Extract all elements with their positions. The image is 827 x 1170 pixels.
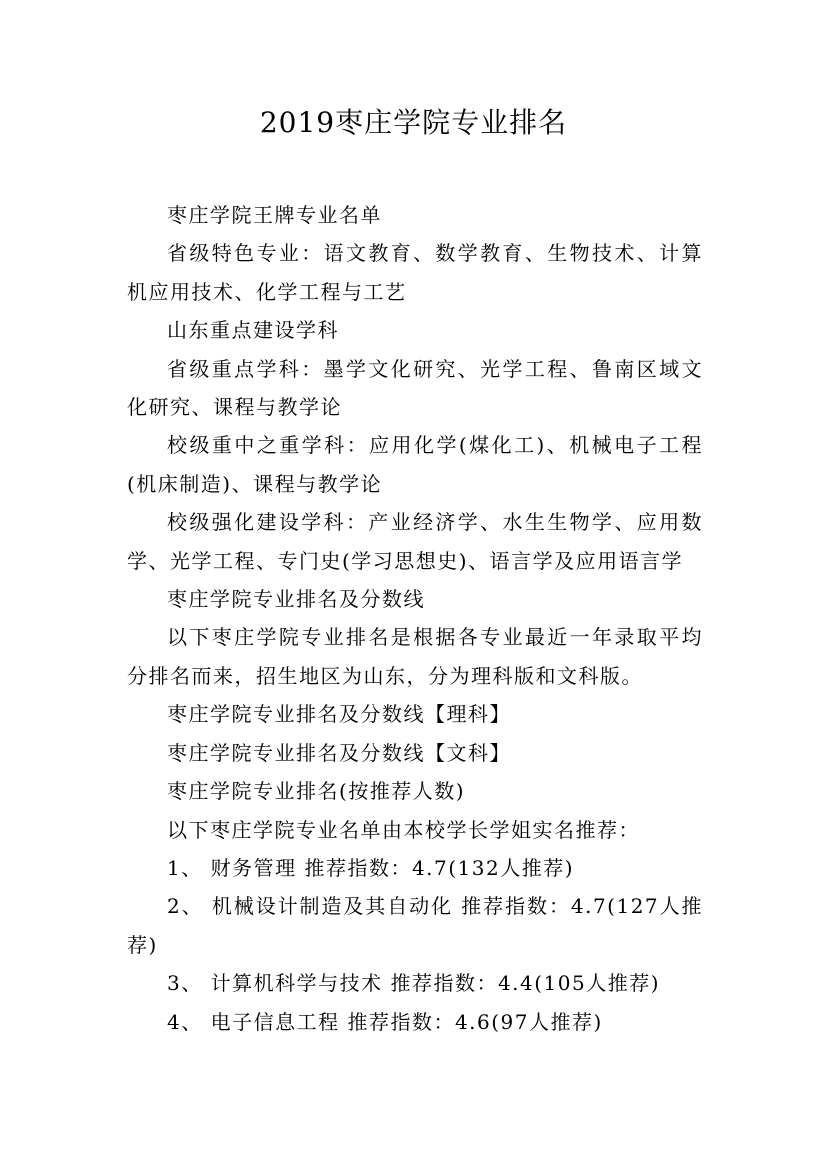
paragraph: 以下枣庄学院专业排名是根据各专业最近一年录取平均分排名而来，招生地区为山东，分为理科版和文科版。 xyxy=(127,625,703,688)
document-title: 2019枣庄学院专业排名 xyxy=(259,106,568,139)
list-item: 3、 计算机科学与技术 推荐指数：4.4(105人推荐) xyxy=(167,971,661,996)
paragraph: 枣庄学院专业排名及分数线【文科】 xyxy=(167,740,511,765)
list-item: 4、 电子信息工程 推荐指数：4.6(97人推荐) xyxy=(167,1009,603,1034)
document-body xyxy=(127,196,703,1041)
paragraph: 省级重点学科：墨学文化研究、光学工程、鲁南区域文化研究、课程与教学论 xyxy=(127,356,703,420)
paragraph: 以下枣庄学院专业名单由本校学长学姐实名推荐： xyxy=(167,817,640,842)
paragraph: 山东重点建设学科 xyxy=(167,318,339,343)
list-item: 1、 财务管理 推荐指数：4.7(132人推荐) xyxy=(167,855,575,880)
paragraph: 校级重中之重学科：应用化学(煤化工)、机械电子工程(机床制造)、课程与教学论 xyxy=(127,433,703,496)
list-item: 2、 机械设计制造及其自动化 推荐指数：4.7(127人推荐) xyxy=(127,894,703,957)
paragraph: 枣庄学院专业排名及分数线【理科】 xyxy=(167,702,511,727)
paragraph: 校级强化建设学科：产业经济学、水生生物学、应用数学、光学工程、专门史(学习思想史)、语言学及应用语言学 xyxy=(127,510,703,573)
paragraph: 枣庄学院专业排名及分数线 xyxy=(167,587,425,612)
paragraph: 枣庄学院专业排名(按推荐人数) xyxy=(167,779,466,804)
paragraph: 枣庄学院王牌专业名单 xyxy=(167,203,382,227)
paragraph: 省级特色专业：语文教育、数学教育、生物技术、计算机应用技术、化学工程与工艺 xyxy=(127,241,703,304)
